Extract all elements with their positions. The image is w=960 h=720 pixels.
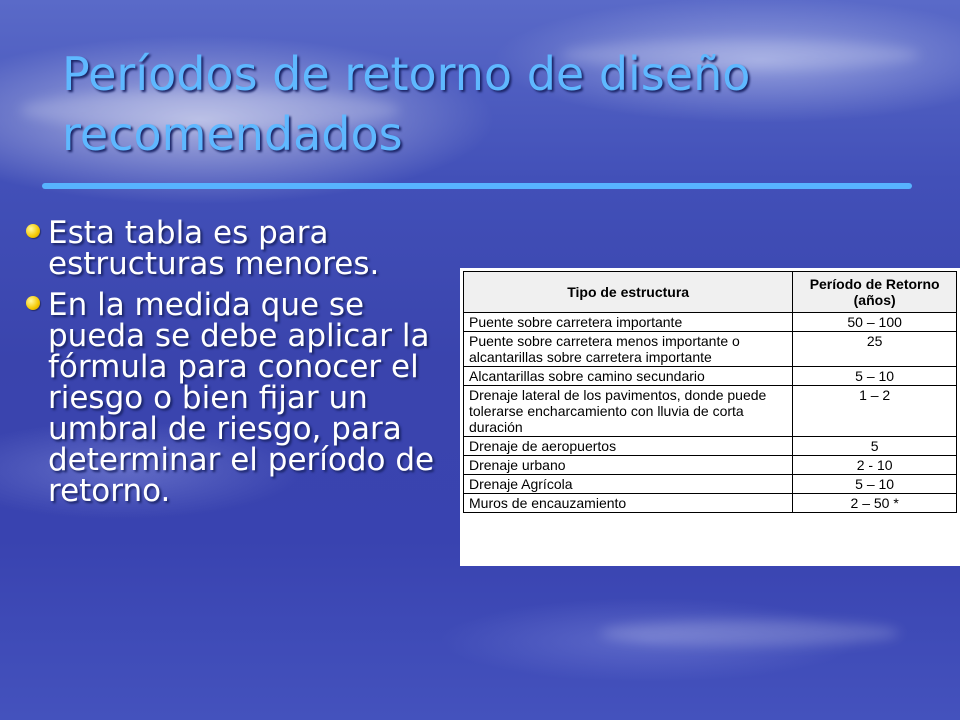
table-header-row: [464, 272, 957, 313]
return-period-table-container: [460, 268, 960, 566]
return-period-cell: 5 – 10: [793, 367, 957, 386]
bullet-text: Esta tabla es para estructuras menores.: [48, 215, 380, 282]
structure-cell: Muros de encauzamiento: [464, 494, 793, 513]
return-period-cell: 5 – 10: [793, 475, 957, 494]
table-row: [464, 475, 957, 494]
structure-cell: Puente sobre carretera menos importante o alcantarillas sobre carretera importante: [464, 332, 793, 367]
return-period-table: [463, 271, 957, 513]
table-row: [464, 332, 957, 367]
structure-cell: Drenaje lateral de los pavimentos, donde puede tolerarse encharcamiento con lluvia de corta duración: [464, 386, 793, 437]
bullet-item: [22, 287, 442, 509]
return-period-cell: 50 – 100: [793, 313, 957, 332]
structure-cell: Alcantarillas sobre camino secundario: [464, 367, 793, 386]
return-period-cell: 1 – 2: [793, 386, 957, 437]
return-period-cell: 25: [793, 332, 957, 367]
table-row: [464, 313, 957, 332]
table-row: [464, 437, 957, 456]
table-row: [464, 367, 957, 386]
column-header-structure: Tipo de estructura: [464, 272, 793, 313]
column-header-return-period: Período de Retorno (años): [793, 272, 957, 313]
bullet-text: En la medida que se pueda se debe aplicar la fórmula para conocer el riesgo o bien fijar un umbral de riesgo, para determinar el período de retorno.: [48, 287, 435, 509]
background-highlight: [600, 620, 900, 646]
structure-cell: Drenaje de aeropuertos: [464, 437, 793, 456]
return-period-cell: 2 – 50 *: [793, 494, 957, 513]
bullet-dot-icon: [26, 224, 40, 238]
table-row: [464, 494, 957, 513]
structure-cell: Puente sobre carretera importante: [464, 313, 793, 332]
table-row: [464, 456, 957, 475]
table-row: [464, 386, 957, 437]
return-period-cell: 2 - 10: [793, 456, 957, 475]
title-underline: [42, 183, 912, 189]
structure-cell: Drenaje Agrícola: [464, 475, 793, 494]
return-period-cell: 5: [793, 437, 957, 456]
bullet-item: [22, 215, 442, 282]
structure-cell: Drenaje urbano: [464, 456, 793, 475]
bullet-dot-icon: [26, 296, 40, 310]
slide-title: Períodos de retorno de diseño recomendados: [62, 47, 751, 161]
bullet-list: [22, 215, 442, 517]
